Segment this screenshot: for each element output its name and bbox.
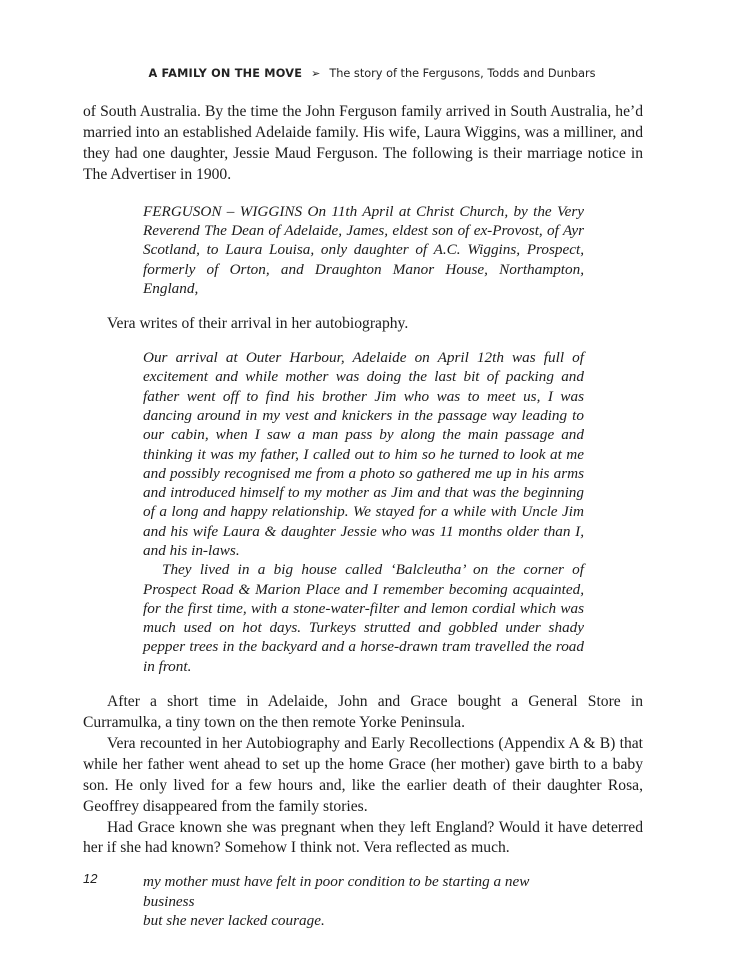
running-header (0, 67, 744, 80)
arrow-separator-icon: ➢ (311, 67, 321, 80)
courage-quote-line-1: my mother must have felt in poor condition to be starting a new business (143, 873, 530, 910)
paragraph-2: Vera writes of their arrival in her autobiography. (107, 315, 409, 333)
body-text (83, 102, 643, 946)
page-number: 12 (83, 871, 98, 886)
autobiography-quote-part-2: They lived in a big house called ‘Balcleutha’ on the corner of Prospect Road & Marion Place and I remember becoming acquainted, for the first time, with a stone-water-filter and lemon cordial which was much used on hot days. Turkeys strutted and gobbled under shady pepper trees in the backyard and a horse-drawn tram travelled the road in front. (143, 561, 584, 675)
marriage-notice-quote: FERGUSON – WIGGINS On 11th April at Christ Church, by the Very Reverend The Dean of Adelaide, James, eldest son of ex-Provost, of Ayr Scotland, to Laura Louisa, only daughter of A.C. Wiggins, Prospect, formerly of Orton, and Draughton Manor House, Northampton, England, (143, 202, 584, 297)
courage-quote-line-2: but she never lacked courage. (143, 911, 325, 929)
autobiography-quote (143, 348, 584, 676)
courage-quote (143, 872, 584, 930)
autobiography-quote-part-1: Our arrival at Outer Harbour, Adelaide on April 12th was full of excitement and while mother was doing the last bit of packing and father went off to find his brother Jim who was to meet us, I was dancing around in my vest and knickers in the passage way leading to our cabin, when I saw a man pass by along the main passage and thinking it was my father, I called out to him so he turned to look at me and possibly recognised me from a photo so gathered me up in his arms and introduced himself to my mother as Jim and that was the beginning of a long and happy relationship. We stayed for a while with Uncle Jim and his wife Laura & daughter Jessie who was 11 months older than I, and his in-laws. (143, 349, 584, 559)
paragraph-1: of South Australia. By the time the John Ferguson family arrived in South Australia, he’d married into an established Adelaide family. His wife, Laura Wiggins, was a milliner, and they had one daughter, Jessie Maud Ferguson. The following is their marriage notice in The Advertiser in 1900. (83, 103, 643, 183)
book-subtitle: The story of the Fergusons, Todds and Dunbars (329, 67, 596, 80)
paragraph-3: After a short time in Adelaide, John and Grace bought a General Store in Curramulka, a tiny town on the then remote Yorke Peninsula. (83, 693, 643, 731)
paragraph-5: Had Grace known she was pregnant when they left England? Would it have deterred her if she had known? Somehow I think not. Vera reflected as much. (83, 818, 643, 857)
book-title: A FAMILY ON THE MOVE (148, 67, 303, 80)
paragraph-4: Vera recounted in her Autobiography and Early Recollections (Appendix A & B) that while her father went ahead to set up the home Grace (her mother) gave birth to a baby son. He only lived for a few hours and, like the earlier death of their daughter Rosa, Geoffrey disappeared from the family stories. (83, 734, 643, 815)
